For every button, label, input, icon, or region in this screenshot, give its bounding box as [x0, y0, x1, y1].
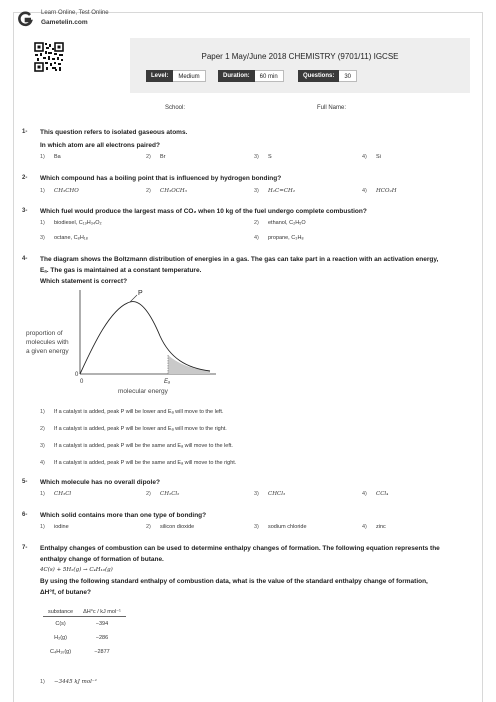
- gametelin-logo-icon: [17, 11, 33, 27]
- origin-x-label: 0: [80, 379, 84, 385]
- option-2[interactable]: 2) CH₂Cl₂: [146, 491, 180, 497]
- brand-site: Gametelin.com: [41, 19, 88, 26]
- boltzmann-distribution-diagram: [20, 288, 250, 400]
- peak-leader: [130, 295, 137, 302]
- formation-equation: 4C(s) + 5H₂(g) → C₄H₁₀(g): [40, 567, 113, 573]
- option-4[interactable]: 4) propane, C₃H₈: [254, 235, 304, 241]
- question-7-option-1[interactable]: 1) −3445 kJ mol⁻¹: [40, 679, 98, 685]
- peak-label: P: [138, 290, 143, 297]
- y-label-2: molecules with: [26, 339, 69, 346]
- option-4[interactable]: 4) HCO₂H: [362, 188, 397, 194]
- option-3[interactable]: 3) sodium chloride: [254, 524, 307, 530]
- option-1[interactable]: 1) If a catalyst is added, peak P will be lower and Eₐ will move to the left.: [40, 409, 224, 415]
- duration-badge: Duration: 60 min: [218, 70, 284, 82]
- y-label-1: proportion of: [26, 330, 63, 337]
- option-4[interactable]: 4) CCl₄: [362, 491, 389, 497]
- option-3[interactable]: 3) If a catalyst is added, peak P will be the same and Eₐ will move to the left.: [40, 443, 233, 449]
- origin-y-label: 0: [75, 372, 79, 378]
- option-2[interactable]: 2) ethanol, C₂H₅O: [254, 220, 306, 226]
- enthalpy-data-table: [43, 608, 126, 659]
- table-row: C₄H₁₀(g) −2877: [50, 648, 110, 655]
- option-3[interactable]: 3) H₂C=CH₂: [254, 188, 296, 194]
- ea-label: Eₐ: [164, 379, 171, 385]
- option-1[interactable]: 1) CH₃Cl: [40, 491, 72, 497]
- option-2[interactable]: 2) CH₃OCH₃: [146, 188, 187, 194]
- table-header-enthalpy: ΔH°c / kJ mol⁻¹: [78, 608, 126, 617]
- full-name-label: Full Name:: [317, 105, 347, 111]
- table-header-substance: substance: [43, 608, 78, 617]
- brand-header: [17, 7, 177, 27]
- option-2[interactable]: 2) If a catalyst is added, peak P will be lower and Eₐ will move to the right.: [40, 426, 227, 432]
- paper-title: Paper 1 May/June 2018 CHEMISTRY (9701/11) IGCSE: [201, 52, 399, 61]
- level-badge: Level: Medium: [146, 70, 206, 82]
- activation-area: [168, 355, 210, 374]
- option-4[interactable]: 4) zinc: [362, 524, 386, 530]
- option-2[interactable]: 2) Br: [146, 154, 166, 160]
- option-3[interactable]: 3) CHCl₃: [254, 491, 286, 497]
- table-row: C(s) −394: [55, 620, 109, 627]
- qr-code-icon: [34, 42, 64, 72]
- option-4[interactable]: 4) If a catalyst is added, peak P will be the same and Eₐ will move to the right.: [40, 460, 237, 466]
- school-label: School:: [165, 105, 186, 111]
- option-4[interactable]: 4) Si: [362, 154, 381, 160]
- option-2[interactable]: 2) silicon dioxide: [146, 524, 195, 530]
- exam-header-panel: [130, 38, 470, 93]
- option-1[interactable]: 1) Ba: [40, 154, 61, 160]
- y-label-3: a given energy: [26, 348, 69, 355]
- option-1[interactable]: 1) biodiesel, C₁₉H₃₄O₂: [40, 220, 102, 226]
- distribution-curve: [80, 302, 210, 374]
- table-row: H₂(g) −286: [54, 634, 109, 641]
- brand-tagline: Learn Online, Test Online: [41, 10, 109, 16]
- option-1[interactable]: 1) CH₃CHO: [40, 188, 79, 194]
- x-axis-label: molecular energy: [118, 388, 168, 395]
- option-3[interactable]: 3) octane, C₈H₁₈: [40, 235, 88, 241]
- option-3[interactable]: 3) S: [254, 154, 272, 160]
- questions-badge: Questions: 30: [298, 70, 357, 82]
- option-1[interactable]: 1) iodine: [40, 524, 69, 530]
